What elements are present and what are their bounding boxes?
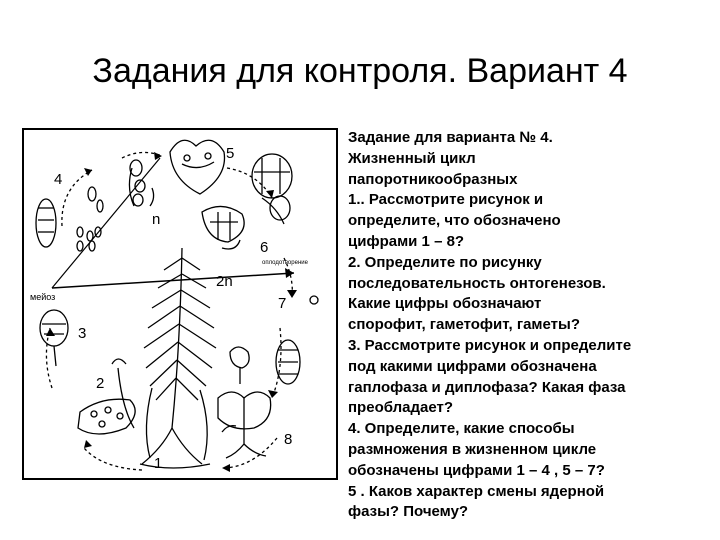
- label-1: 1: [154, 455, 163, 472]
- life-cycle-illustration: [22, 128, 338, 480]
- label-5: 5: [226, 145, 235, 162]
- young-sporophyte-drawing: [218, 347, 271, 458]
- task-line: под какими цифрами обозначена: [348, 357, 597, 375]
- tasks-list: [348, 128, 710, 523]
- sporangium-drawing: [40, 310, 68, 366]
- task-line: фазы? Почему?: [348, 503, 469, 521]
- label-6: 6: [260, 239, 269, 256]
- spore-germination-drawing: [36, 187, 103, 251]
- cycle-arrows: [46, 152, 292, 470]
- task-line: последовательность онтогенезов.: [348, 274, 606, 292]
- label-7: 7: [278, 295, 287, 312]
- task-line: 1.. Рассмотрите рисунок и: [348, 191, 544, 209]
- task-line: 3. Рассмотрите рисунок и определите: [348, 336, 632, 354]
- task-line: обозначены цифрами 1 – 4 , 5 – 7?: [348, 461, 605, 479]
- ploidy-label-2n: 2n: [216, 273, 233, 290]
- fertilization-label: оплодотворение: [262, 260, 308, 266]
- task-line: спорофит, гаметофит, гаметы?: [348, 316, 580, 334]
- label-4: 4: [54, 171, 63, 188]
- sorus-drawing: [78, 399, 135, 434]
- slide-title: Задания для контроля. Вариант 4: [92, 52, 628, 90]
- task-line: определите, что обозначено: [348, 212, 561, 230]
- task-line: 4. Определите, какие способы: [348, 420, 575, 438]
- task-line: размножения в жизненном цикле: [348, 440, 597, 458]
- task-line: Задание для варианта № 4.: [348, 129, 553, 146]
- task-line: преобладает?: [348, 399, 454, 417]
- task-line: папоротникообразных: [348, 170, 518, 188]
- meiosis-label: мейоз: [30, 292, 56, 302]
- phase-divider-line-upper: [52, 158, 160, 288]
- task-line: гаплофаза и диплофаза? Какая фаза: [348, 378, 626, 396]
- ploidy-label-n: n: [152, 211, 161, 228]
- task-line: цифрами 1 – 8?: [348, 232, 465, 250]
- task-line: 5 . Каков характер смены ядерной: [348, 482, 605, 500]
- task-line: 2. Определите по рисунку: [348, 253, 542, 271]
- phase-divider-line: [52, 273, 294, 288]
- gametangia-drawing: [202, 154, 292, 249]
- fern-life-cycle-diagram: [22, 128, 338, 480]
- task-line: Жизненный цикл: [348, 149, 476, 167]
- label-8: 8: [284, 431, 293, 448]
- task-line: Какие цифры обозначают: [348, 295, 542, 313]
- label-3: 3: [78, 325, 87, 342]
- label-2: 2: [96, 375, 105, 392]
- prothallus-drawing: [129, 140, 224, 206]
